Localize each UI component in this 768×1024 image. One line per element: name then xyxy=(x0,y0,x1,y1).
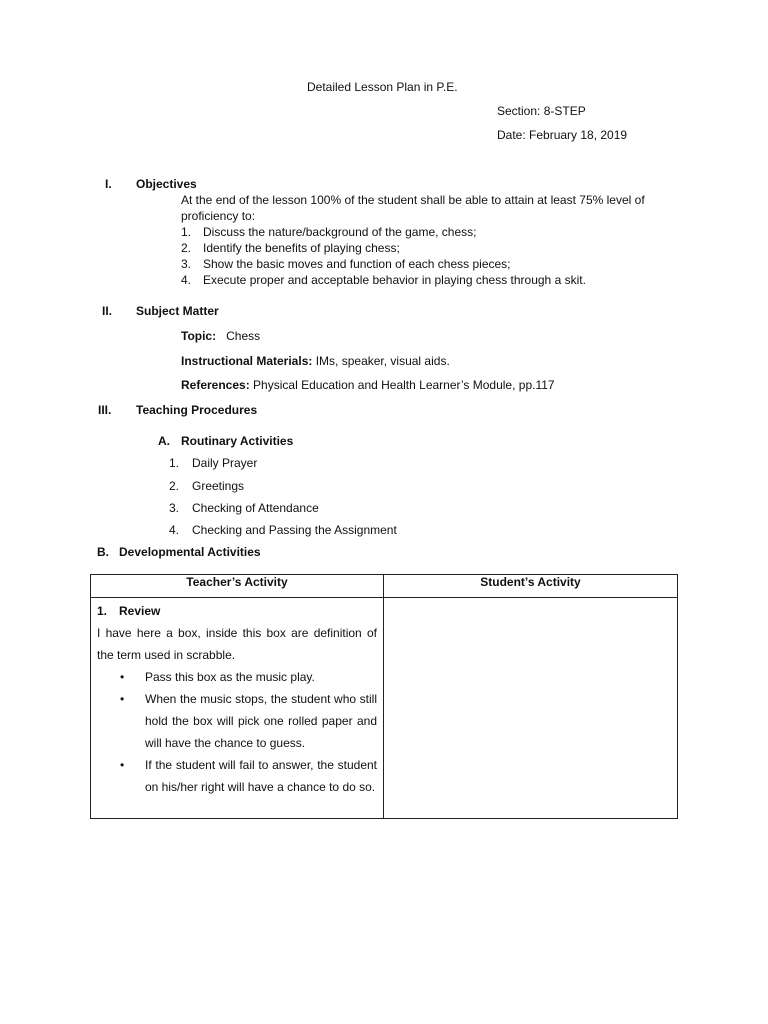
objective-num: 1. xyxy=(181,225,192,239)
developmental-heading: Developmental Activities xyxy=(119,545,261,559)
routinary-item: Daily Prayer xyxy=(192,456,258,470)
objective-num: 2. xyxy=(181,241,192,255)
student-column-header: Student’s Activity xyxy=(384,575,678,598)
routinary-item: Checking of Attendance xyxy=(192,501,319,515)
objective-item xyxy=(181,225,477,239)
routinary-num: 3. xyxy=(169,501,180,515)
review-bullet-list xyxy=(97,666,377,798)
bullet-text: When the music stops, the student who still hold the box will pick one rolled paper and will have the chance to guess. xyxy=(145,692,377,750)
routinary-num: 4. xyxy=(169,523,180,537)
routinary-item: Checking and Passing the Assignment xyxy=(192,523,397,537)
document-title: Detailed Lesson Plan in P.E. xyxy=(307,80,458,94)
review-paragraph: I have here a box, inside this box are definition of the term used in scrabble. xyxy=(97,626,377,662)
routinary-num: 2. xyxy=(169,479,180,493)
references-value: Physical Education and Health Learner’s Module, pp.117 xyxy=(253,378,555,392)
objective-item xyxy=(181,273,586,287)
bullet-text: If the student will fail to answer, the student on his/her right will have a chance to do so. xyxy=(145,758,377,794)
routinary-num: 1. xyxy=(169,456,180,470)
table-row xyxy=(91,598,678,819)
subject-matter-heading: Subject Matter xyxy=(136,304,219,318)
section-label: Section: 8-STEP xyxy=(497,104,586,118)
objective-item xyxy=(181,241,400,255)
routinary-letter: A. xyxy=(158,434,170,448)
procedures-heading: Teaching Procedures xyxy=(136,403,258,417)
teacher-column-header: Teacher’s Activity xyxy=(91,575,384,598)
topic-label: Topic: xyxy=(181,329,217,343)
teacher-activity-cell xyxy=(91,598,384,819)
objective-text: Discuss the nature/background of the game, chess; xyxy=(203,225,477,239)
topic-value: Chess xyxy=(226,329,261,343)
materials-value: IMs, speaker, visual aids. xyxy=(315,354,450,368)
objectives-intro-line2: proficiency to: xyxy=(181,209,256,223)
table-header-row xyxy=(91,575,678,598)
review-title: Review xyxy=(119,604,161,618)
objective-text: Show the basic moves and function of each chess pieces; xyxy=(203,257,511,271)
activity-table xyxy=(90,574,678,819)
objective-text: Execute proper and acceptable behavior in playing chess through a skit. xyxy=(203,273,586,287)
date-label: Date: February 18, 2019 xyxy=(497,128,628,142)
subject-matter-numeral: II. xyxy=(102,304,113,318)
list-item xyxy=(120,666,377,688)
bullet-icon: • xyxy=(120,692,125,706)
list-item xyxy=(120,688,377,754)
procedures-numeral: III. xyxy=(98,403,112,417)
objective-num: 3. xyxy=(181,257,192,271)
materials-label: Instructional Materials: xyxy=(181,354,313,368)
objective-text: Identify the benefits of playing chess; xyxy=(203,241,400,255)
objective-num: 4. xyxy=(181,273,192,287)
objective-item xyxy=(181,257,511,271)
references-line xyxy=(181,378,555,392)
references-label: References: xyxy=(181,378,250,392)
bullet-icon: • xyxy=(120,758,125,772)
objectives-intro-line1: At the end of the lesson 100% of the student shall be able to attain at least 75% level of xyxy=(181,193,645,207)
objectives-heading: Objectives xyxy=(136,177,197,191)
routinary-heading: Routinary Activities xyxy=(181,434,294,448)
bullet-icon: • xyxy=(120,670,125,684)
developmental-letter: B. xyxy=(97,545,109,559)
materials-line xyxy=(181,354,450,368)
routinary-item: Greetings xyxy=(192,479,245,493)
topic-line xyxy=(181,329,260,343)
objectives-numeral: I. xyxy=(105,177,112,191)
student-activity-cell xyxy=(384,598,678,819)
review-heading xyxy=(97,600,377,622)
review-num: 1. xyxy=(97,604,108,618)
bullet-text: Pass this box as the music play. xyxy=(145,670,315,684)
list-item xyxy=(120,754,377,798)
